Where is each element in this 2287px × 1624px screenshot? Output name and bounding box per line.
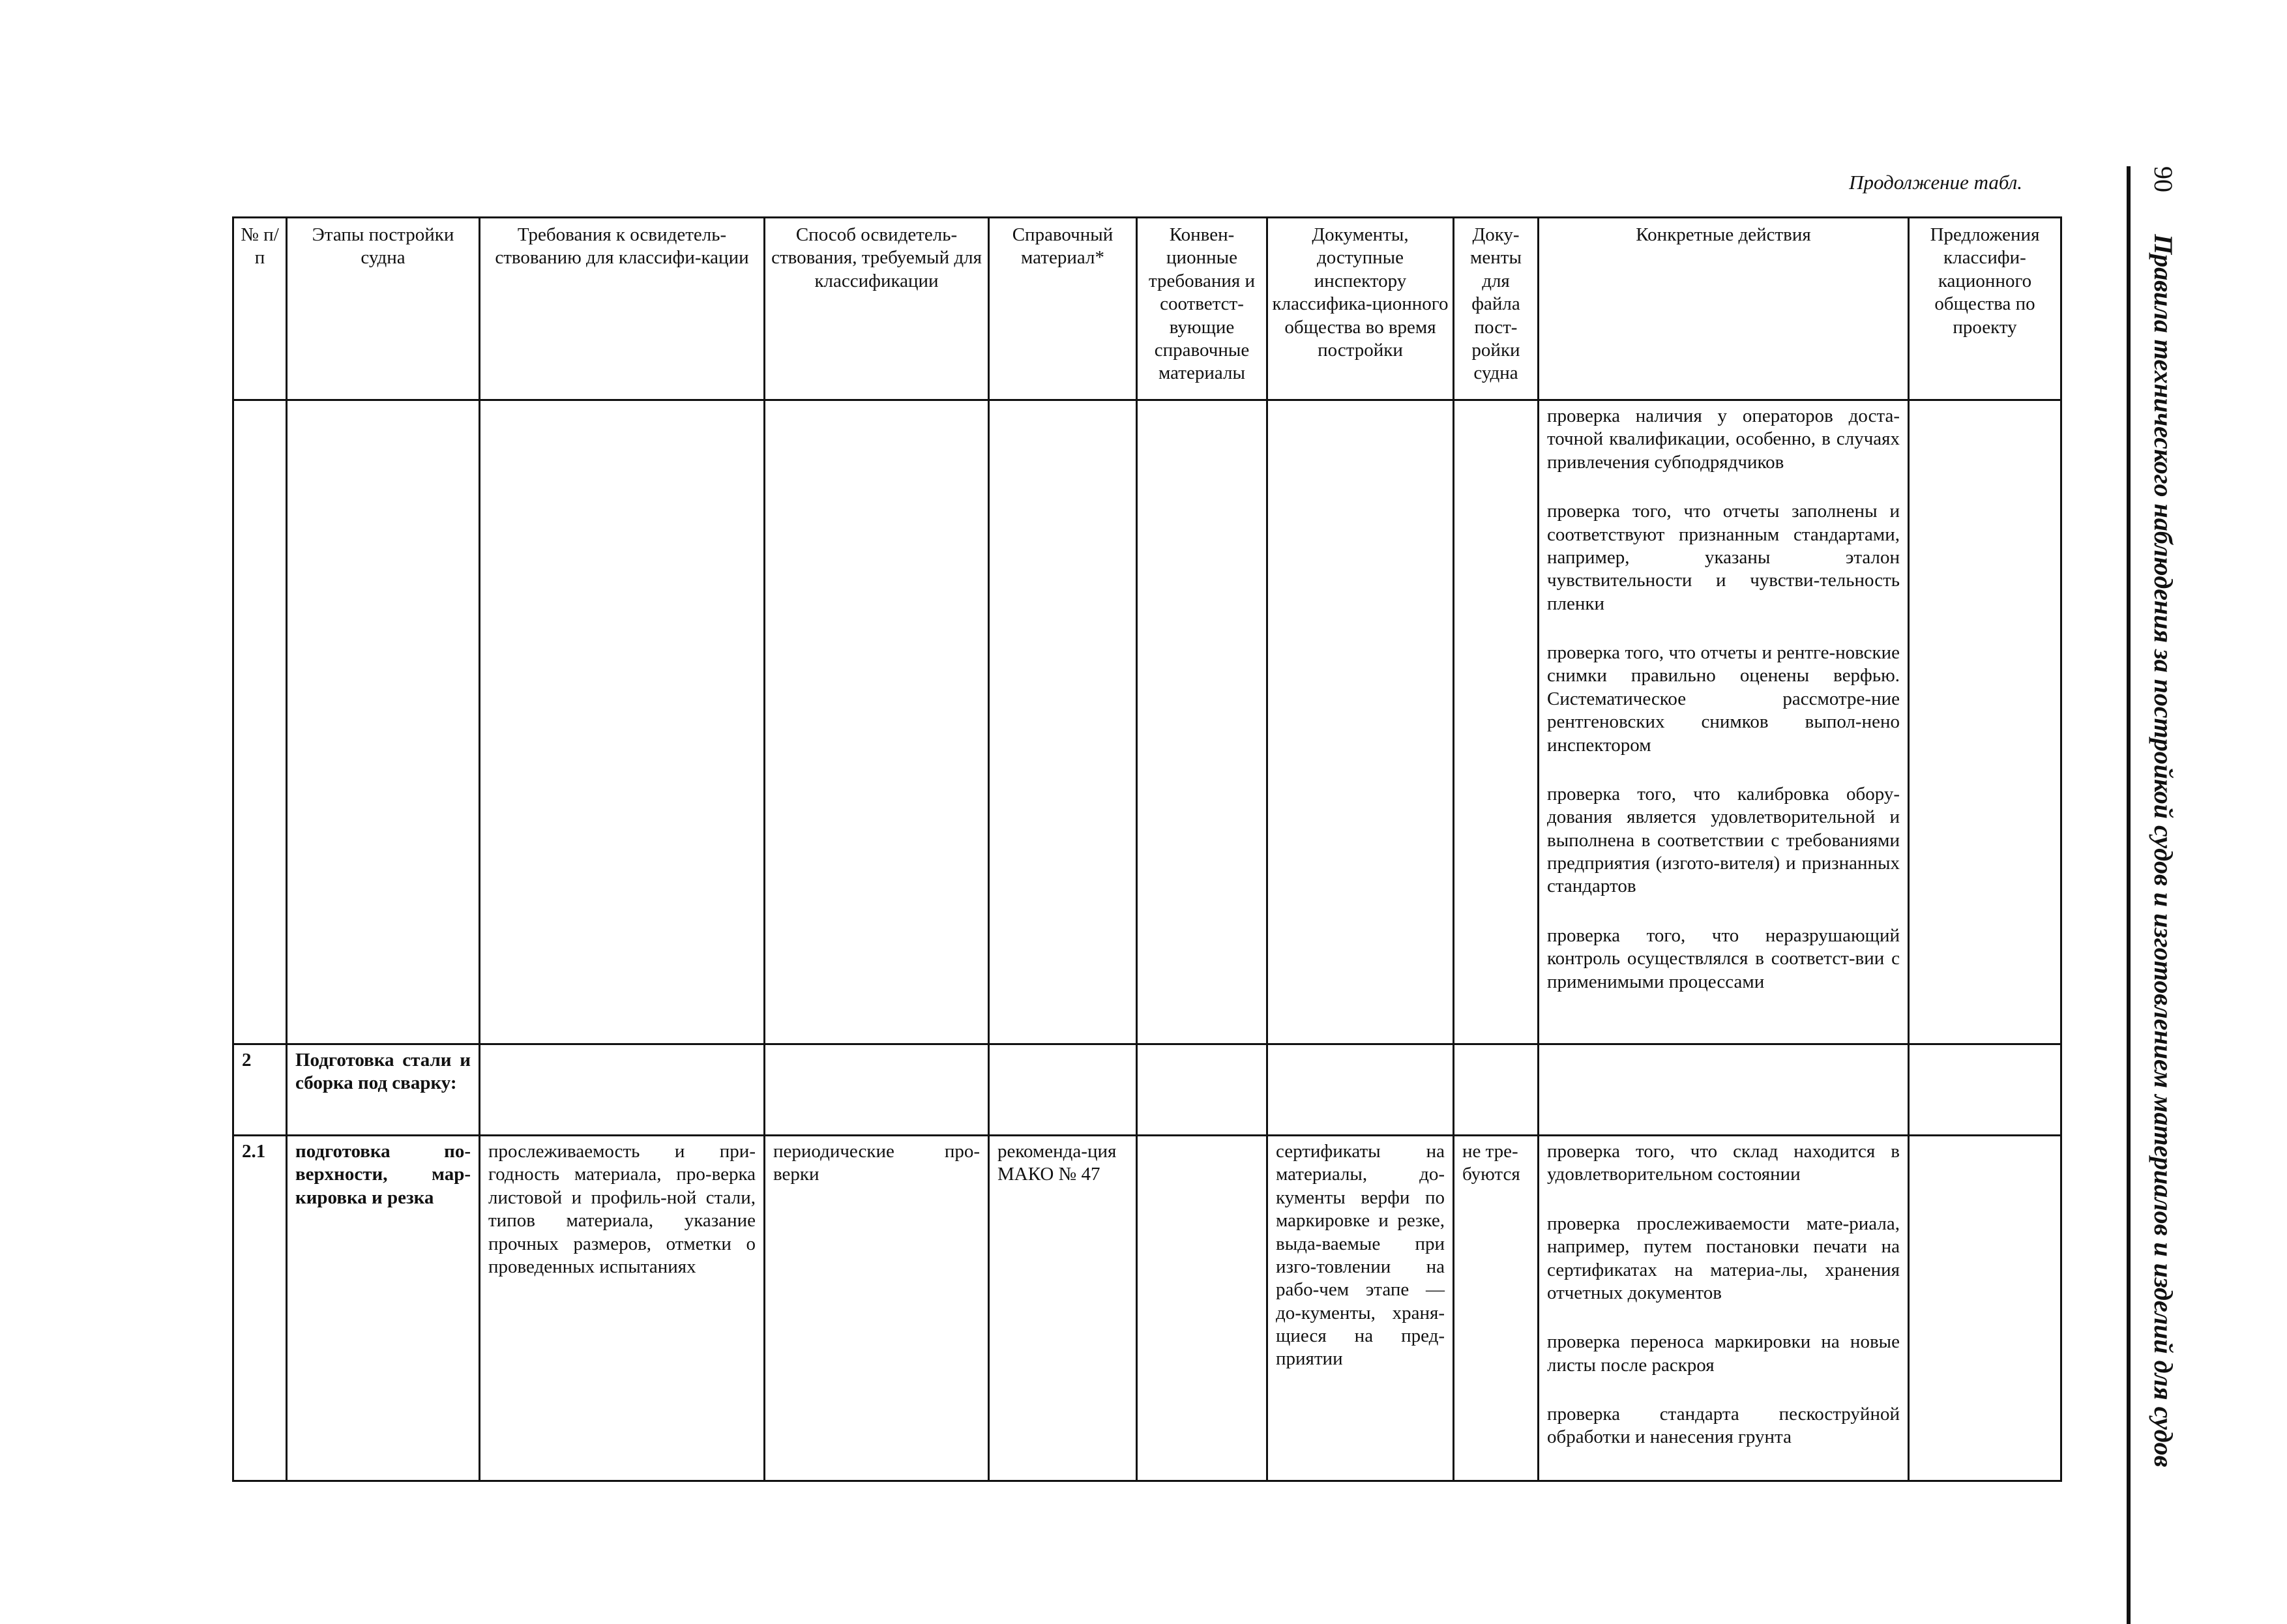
side-text [2144, 166, 2183, 1467]
action-item: проверка того, что отчеты и рентге-новские снимки правильно оценены верфью. Систематическое рассмотре-ние рентгеновских снимков выпол-нено инспектором [1547, 642, 1900, 756]
cell-empty [1909, 1044, 2061, 1136]
cell-reference: рекоменда-ция МАКО № 47 [989, 1136, 1137, 1481]
table-row-section-2 [233, 1044, 2061, 1136]
cell-stage: Подготовка стали и сборка под сварку: [287, 1044, 480, 1136]
side-rule [2127, 166, 2131, 1624]
action-item: проверка стандарта пескоструйной обработки и нанесения грунта [1547, 1404, 1900, 1448]
cell-num: 2 [233, 1044, 287, 1136]
cell-empty [1454, 1044, 1539, 1136]
cell-empty [1454, 400, 1539, 1044]
header-num: № п/п [233, 218, 287, 400]
cell-empty [989, 1044, 1137, 1136]
cell-stage: подготовка по-верхности, мар-кировка и резка [287, 1136, 480, 1481]
action-item: проверка того, что неразрушающий контроль осуществлялся в соответст-вии с применимыми процессами [1547, 924, 1900, 992]
table-row-continuation [233, 400, 2061, 1044]
cell-empty [989, 400, 1137, 1044]
cell-empty [1137, 1044, 1267, 1136]
table-header-row [233, 218, 2061, 400]
cell-empty [480, 400, 765, 1044]
cell-empty [1267, 1044, 1454, 1136]
header-convention: Конвен-ционные требования и соответст-вующие справочные материалы [1137, 218, 1267, 400]
header-actions: Конкретные действия [1539, 218, 1909, 400]
cell-actions [1539, 1136, 1909, 1481]
page-number: 90 [2149, 166, 2178, 192]
cell-empty [1539, 1044, 1909, 1136]
cell-convention [1137, 1136, 1267, 1481]
action-item: проверка наличия у операторов доста-точной квалификации, особенно, в случаях привлечения субподрядчиков [1547, 406, 1900, 473]
header-stages: Этапы постройки судна [287, 218, 480, 400]
action-item: проверка того, что отчеты заполнены и соответствуют признанным стандартами, например, указаны эталон чувствительности и чувстви-тельность пленки [1547, 501, 1900, 614]
side-header [2127, 166, 2185, 1624]
cell-empty [233, 400, 287, 1044]
cell-empty [765, 400, 989, 1044]
continuation-label: Продолжение табл. [1849, 171, 2022, 194]
header-method: Способ освидетель-ствования, требуемый для классификации [765, 218, 989, 400]
action-item: проверка переноса маркировки на новые листы после раскроя [1547, 1331, 1900, 1376]
cell-requirements: прослеживаемость и при-годность материала, про-верка листовой и профиль-ной стали, типов материала, указание прочных размеров, отметки о проведенных испытаниях [480, 1136, 765, 1481]
cell-empty [765, 1044, 989, 1136]
cell-empty [1909, 400, 2061, 1044]
action-item: проверка прослеживаемости мате-риала, например, путем постановки печати на сертификатах на материа-лы, хранения отчетных документов [1547, 1213, 1900, 1303]
header-documents-file: Доку-менты для файла пост-ройки судна [1454, 218, 1539, 400]
cell-empty [1137, 400, 1267, 1044]
header-requirements: Требования к освидетель-ствованию для классифи-кации [480, 218, 765, 400]
cell-proposals [1909, 1136, 2061, 1481]
inspection-table [232, 216, 2062, 1482]
cell-empty [480, 1044, 765, 1136]
action-item: проверка того, что калибровка обору-дования является удовлетворительной и выполнена в соответствии с требованиями предприятия (изгото-вителя) и признанных стандартов [1547, 783, 1900, 897]
cell-actions [1539, 400, 1909, 1044]
cell-documents-inspector: сертификаты на материалы, до-кументы верфи по маркировке и резке, выда-ваемые при изго-товлении на рабо-чем этапе — до-кументы, храня-щиеся на пред-приятии [1267, 1136, 1454, 1481]
header-proposals: Предложения классифи-кационного общества по проекту [1909, 218, 2061, 400]
running-title: Правила технического наблюдения за постройкой судов и изготовлением материалов и изделий для судов [2149, 234, 2178, 1468]
cell-empty [287, 400, 480, 1044]
table-row-2-1 [233, 1136, 2061, 1481]
cell-documents-file: не тре-буются [1454, 1136, 1539, 1481]
cell-empty [1267, 400, 1454, 1044]
header-reference: Справочный материал* [989, 218, 1137, 400]
cell-num: 2.1 [233, 1136, 287, 1481]
action-item: проверка того, что склад находится в удовлетворительном состоянии [1547, 1141, 1900, 1185]
cell-method: периодические про-верки [765, 1136, 989, 1481]
header-documents-inspector: Документы, доступные инспектору классифика-ционного общества во время постройки [1267, 218, 1454, 400]
